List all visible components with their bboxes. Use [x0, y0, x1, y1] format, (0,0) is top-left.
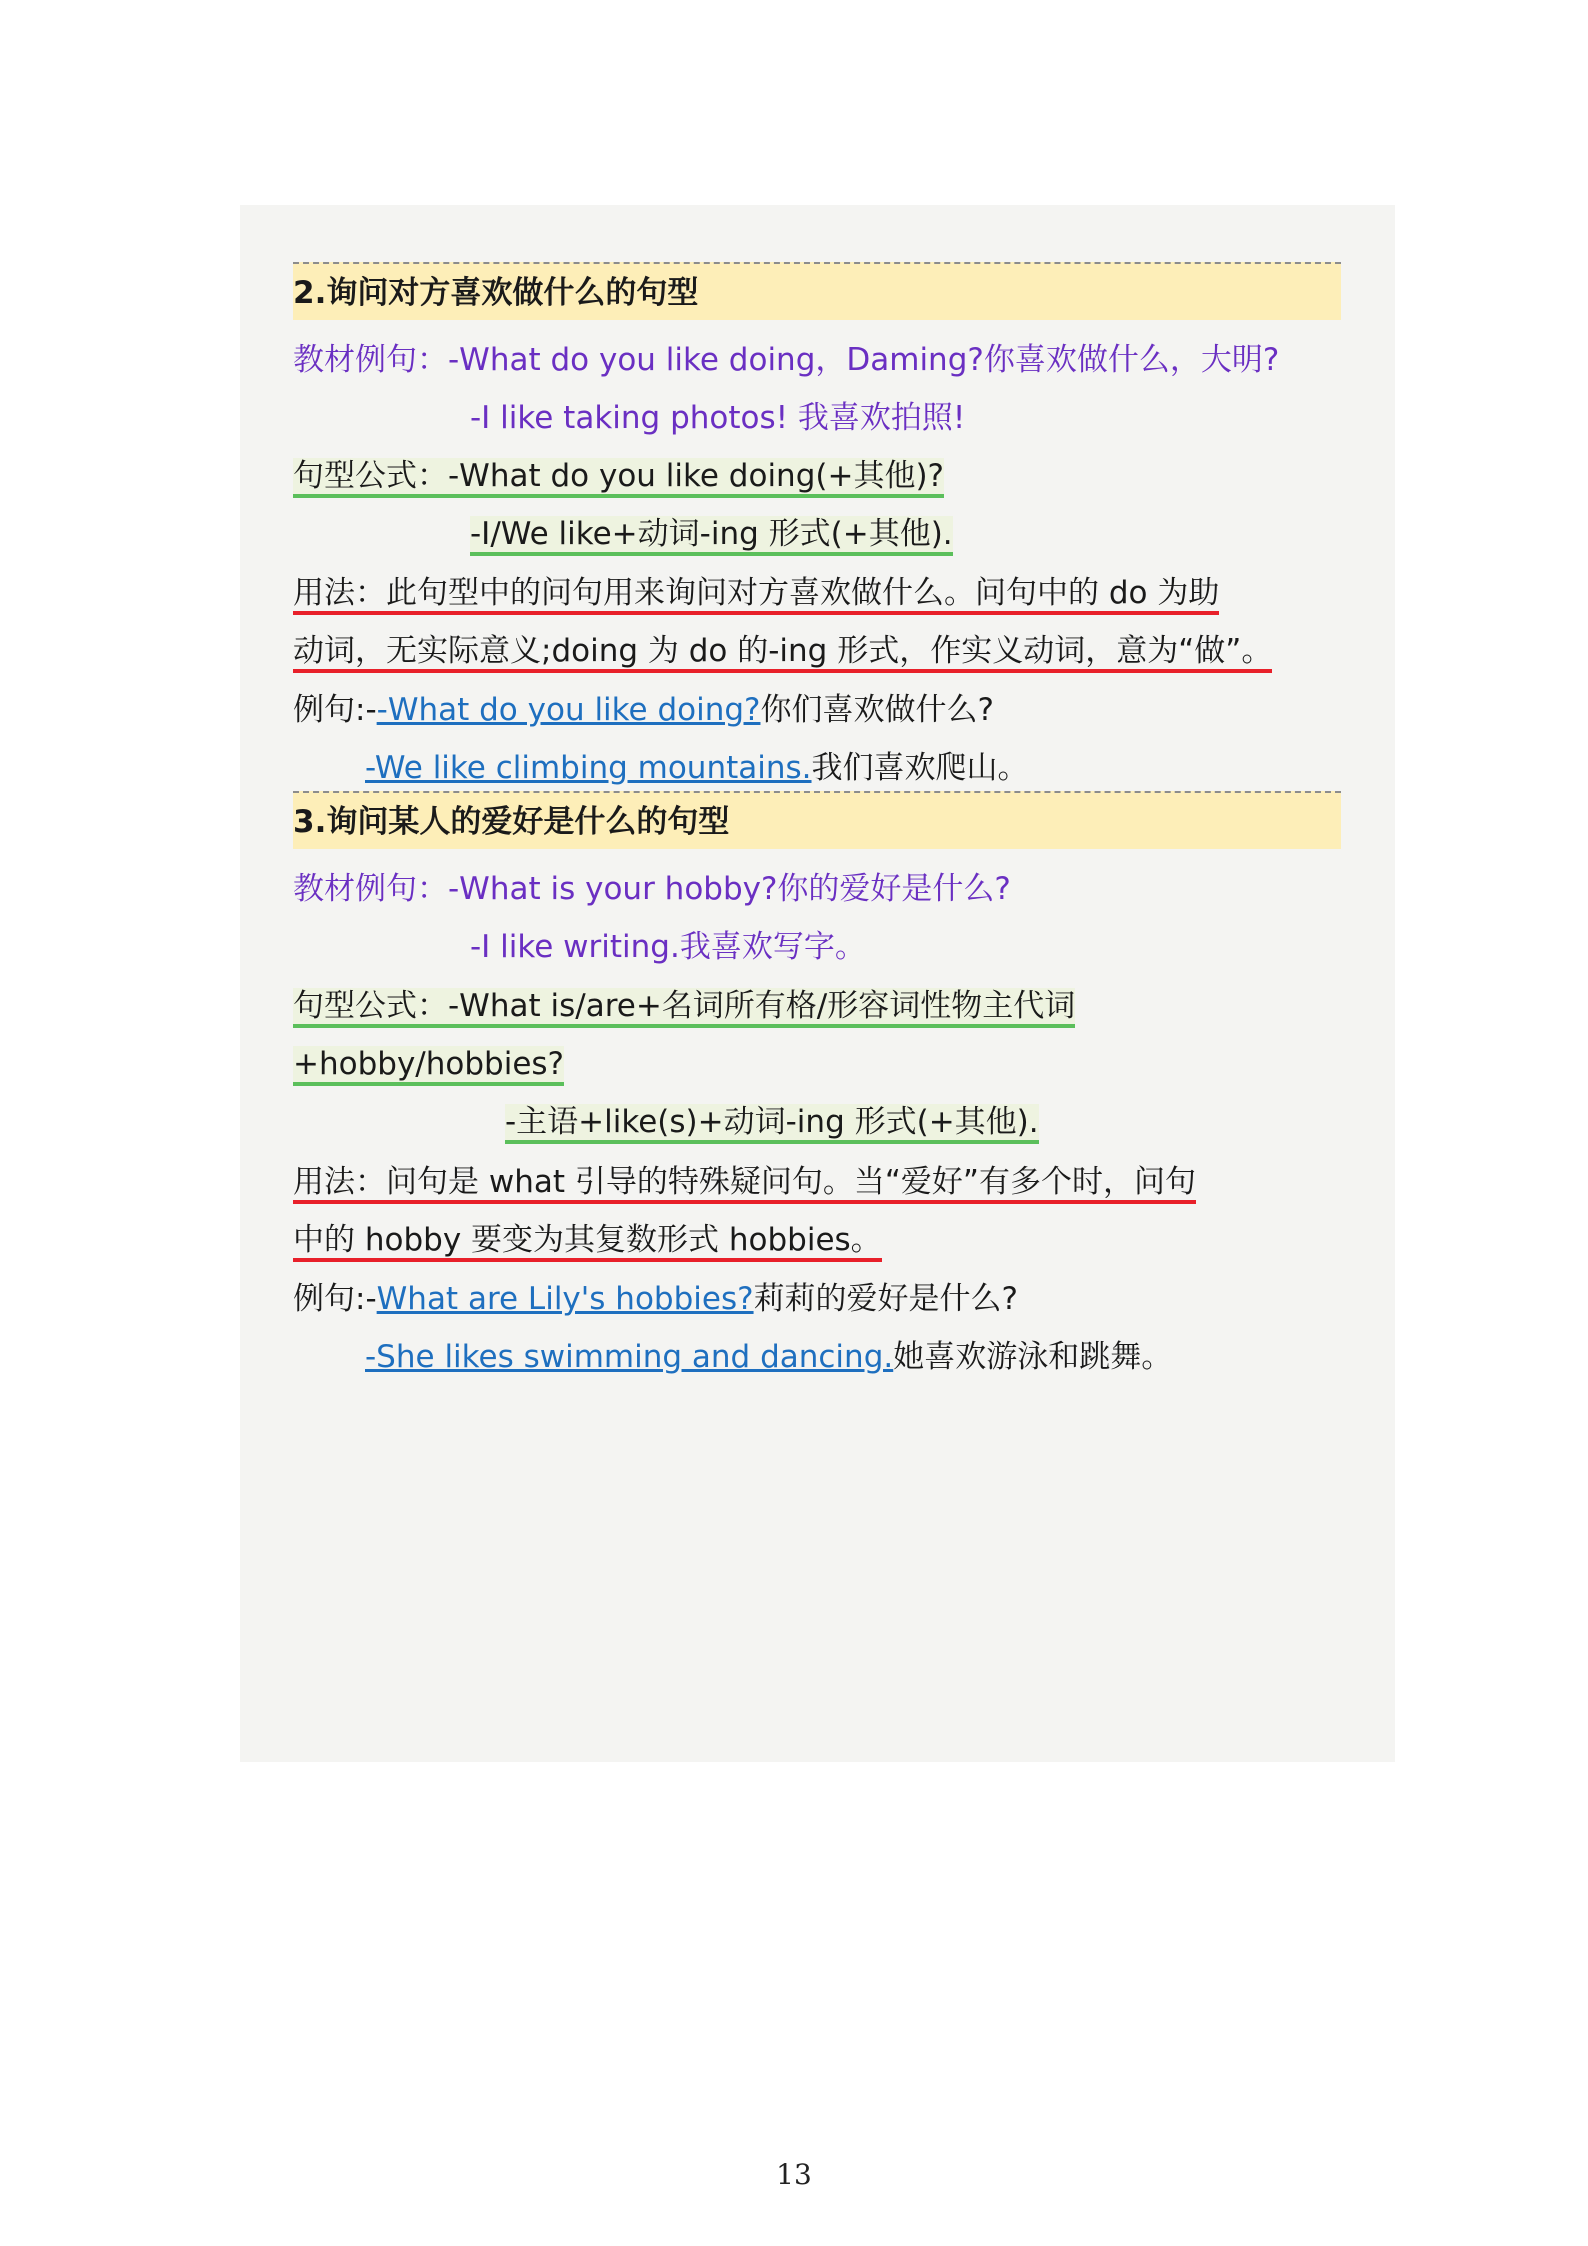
section3-heading: 3.询问某人的爱好是什么的句型 — [293, 791, 1341, 849]
page-number: 13 — [776, 2158, 812, 2191]
section2-formula-answer: -I/We like+动词-ing 形式(+其他). — [470, 514, 953, 554]
section3-formula-line3: -主语+like(s)+动词-ing 形式(+其他). — [505, 1102, 1039, 1142]
section2-usage-line1: 用法：此句型中的问句用来询问对方喜欢做什么。问句中的 do 为助 — [293, 573, 1219, 613]
section2-usage-line2: 动词，无实际意义;doing 为 do 的-ing 形式，作实义动词，意为“做”。 — [293, 631, 1272, 671]
section2-heading: 2.询问对方喜欢做什么的句型 — [293, 262, 1341, 320]
content-card — [240, 205, 1395, 1762]
section3-sample-answer: -She likes swimming and dancing.她喜欢游泳和跳舞。 — [365, 1339, 1173, 1375]
section2-example-question: 教材例句：-What do you like doing，Daming?你喜欢做什么，大明? — [293, 342, 1280, 378]
section3-usage-line2: 中的 hobby 要变为其复数形式 hobbies。 — [293, 1220, 882, 1260]
section3-example-question: 教材例句：-What is your hobby?你的爱好是什么? — [293, 871, 1011, 907]
section2-example-answer: -I like taking photos! 我喜欢拍照! — [470, 400, 966, 436]
section2-formula-question: 句型公式：-What do you like doing(+其他)? — [293, 456, 944, 496]
section3-formula-line2: +hobby/hobbies? — [293, 1044, 564, 1084]
section3-example-answer: -I like writing.我喜欢写字。 — [470, 929, 866, 965]
section2-sample-answer: -We like climbing mountains.我们喜欢爬山。 — [365, 750, 1029, 786]
section3-formula-line1: 句型公式：-What is/are+名词所有格/形容词性物主代词 — [293, 986, 1075, 1026]
section3-usage-line1: 用法：问句是 what 引导的特殊疑问句。当“爱好”有多个时，问句 — [293, 1162, 1196, 1202]
section3-sample-question: 例句:-What are Lily's hobbies?莉莉的爱好是什么? — [293, 1281, 1019, 1317]
section2-sample-question: 例句:--What do you like doing?你们喜欢做什么? — [293, 692, 994, 728]
